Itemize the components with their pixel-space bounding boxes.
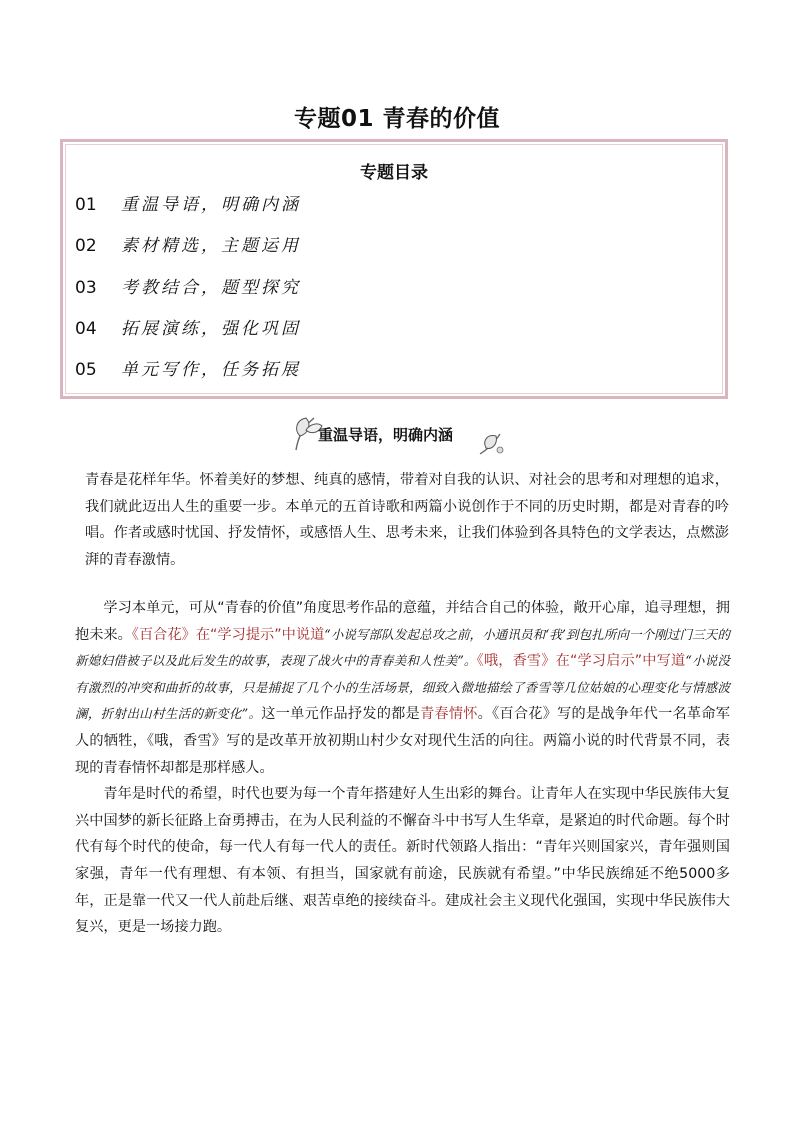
quoted-text: “小说写部队发起总攻之前，小通讯员和‘我’到包扎所向一个刚过门三天的新媳妇借被子以及此后发生的故事，表现了战火中的青春美和人性美”。 xyxy=(75,626,730,669)
paragraph-text: 学习本单元，可从“青春的价值”角度思考作品的意蕴，并结合自己的体验，敞开心扉，追寻理想，拥抱未来。 xyxy=(75,600,730,643)
toc-item[interactable] xyxy=(75,192,301,218)
toc-item-number: 04 xyxy=(75,319,97,339)
article-body xyxy=(75,595,730,941)
paragraph xyxy=(85,467,729,573)
section-heading-banner xyxy=(290,412,510,458)
toc-item-label: 考教结合，题型探究 xyxy=(121,278,301,298)
toc-item-number: 03 xyxy=(75,278,97,298)
toc-item[interactable] xyxy=(75,233,301,259)
toc-item-number: 01 xyxy=(75,195,97,215)
toc-title: 专题目录 xyxy=(360,163,428,183)
highlighted-text: 青春情怀 xyxy=(419,706,478,723)
paragraph-text: 这一单元作品抒发的都是 xyxy=(261,706,420,723)
highlighted-text: 《百合花》在“学习提示”中说道 xyxy=(131,626,325,643)
paragraph-text: 青年是时代的希望，时代也要为每一个青年搭建好人生出彩的舞台。让青年人在实现中华民族伟大复兴中国梦的新长征路上奋勇搏击，在为人民利益的不懈奋斗中书写人生华章，是紧迫的时代命题。每个时代有每个时代的使命，每一代人有每一代人的责任。新时代领路人指出：“青年兴则国家兴，青年强则国家强，青年一代有理想、有本领、有担当，国家就有前途，民族就有希望。”中华民族绵延不绝5000多年，正是靠一代又一代人前赴后继、艰苦卓绝的接续奋斗。建成社会主义现代化强国，实现中华民族伟大复兴，更是一场接力跑。 xyxy=(75,786,730,936)
paragraph xyxy=(75,781,730,941)
section-heading: 重温导语，明确内涵 xyxy=(318,426,454,444)
toc-item[interactable] xyxy=(75,275,301,301)
toc-box xyxy=(60,139,728,399)
toc-item-label: 重温导语，明确内涵 xyxy=(121,195,301,215)
highlighted-text: 《哦，香雪》在“学习启示”中写道 xyxy=(476,653,686,670)
paragraph xyxy=(75,595,730,781)
article-body xyxy=(85,467,729,573)
toc-item[interactable] xyxy=(75,357,301,383)
toc-item-label: 素材精选，主题运用 xyxy=(121,236,301,256)
page-title: 专题01 青春的价值 xyxy=(293,106,500,132)
toc-item-label: 拓展演练，强化巩固 xyxy=(121,319,301,339)
toc-item-label: 单元写作，任务拓展 xyxy=(121,360,301,380)
toc-item[interactable] xyxy=(75,316,301,342)
quoted-text: “小说没有激烈的冲突和曲折的故事，只是捕捉了几个小的生活场景，细致入微地描绘了香雪等几位姑娘的心理变化与情感波澜，折射出山村生活的新变化”。 xyxy=(75,653,730,722)
toc-item-number: 02 xyxy=(75,236,97,256)
paragraph-text: 青春是花样年华。怀着美好的梦想、纯真的感情，带着对自我的认识、对社会的思考和对理想的追求，我们就此迈出人生的重要一步。本单元的五首诗歌和两篇小说创作于不同的历史时期，都是对青春的吟唱。作者或感时忧国、抒发情怀，或感悟人生、思考未来，让我们体验到各具特色的文学表达，点燃澎湃的青春激情。 xyxy=(85,472,729,568)
leaf-decoration-icon xyxy=(476,428,506,458)
toc-item-number: 05 xyxy=(75,360,97,380)
paragraph-text: 。《百合花》写的是战争年代一名革命军人的牺牲，《哦，香雪》写的是改革开放初期山村少女对现代生活的向往。两篇小说的时代背景不同，表现的青春情怀却都是那样感人。 xyxy=(75,706,730,776)
